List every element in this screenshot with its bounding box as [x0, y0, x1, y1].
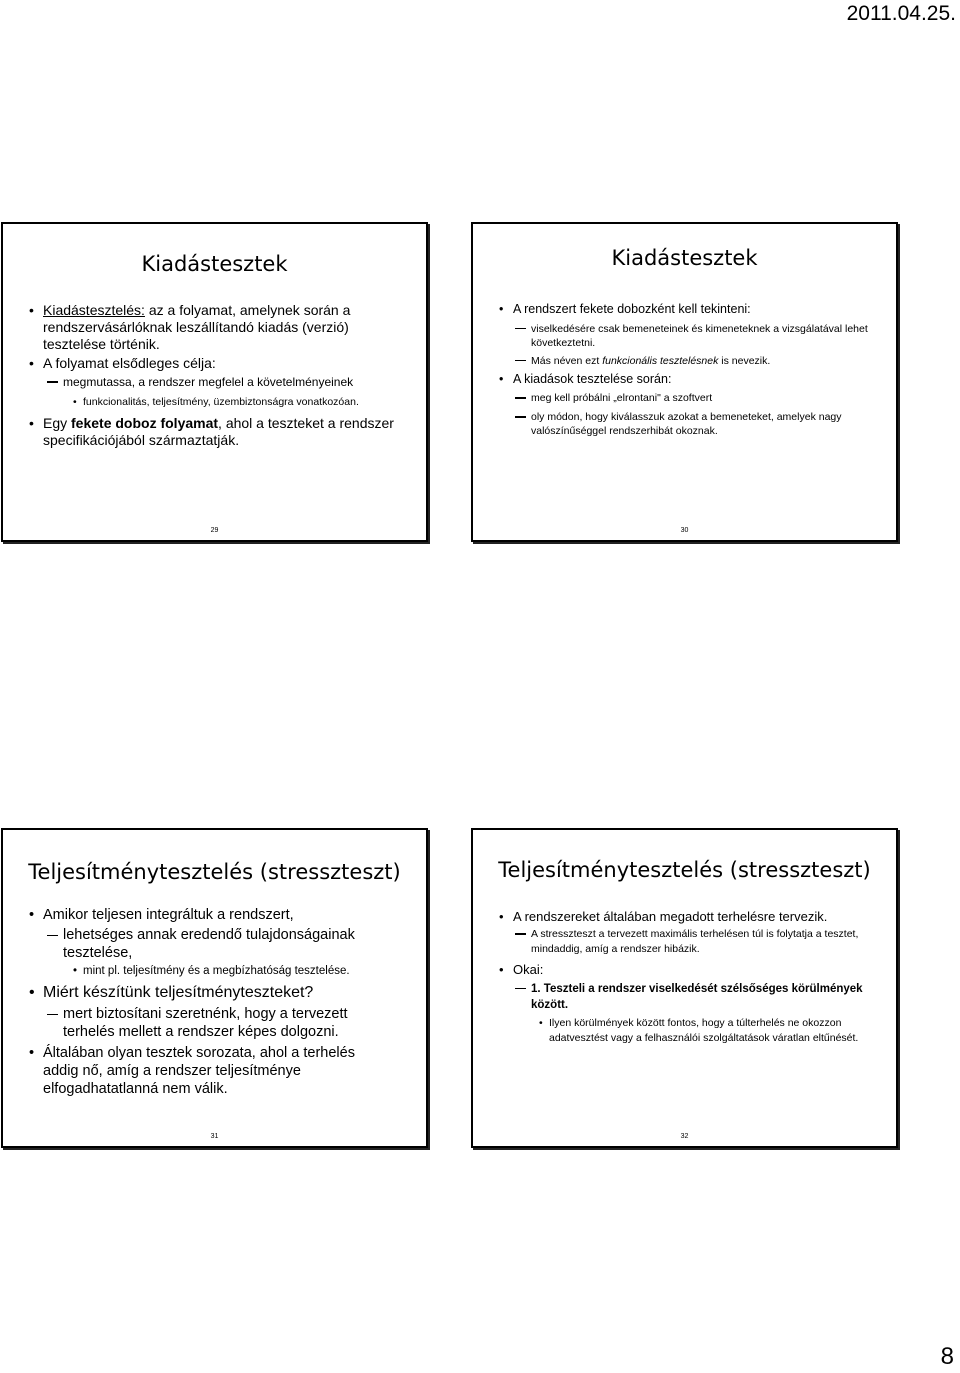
list-item: • Kiadástesztelés: az a folyamat, amelynek során a rendszervásárlóknak leszállítandó kiadás (verzió) tesztelése történik.	[43, 302, 403, 353]
list-item: • A rendszert fekete dobozként kell tekinteni:	[513, 302, 873, 318]
list-item: • Általában olyan tesztek sorozata, ahol a terhelés addig nő, amíg a rendszer teljesítménye elfogadhatatlanná nem válik.	[43, 1044, 383, 1098]
slide-title: Kiadástesztek	[611, 246, 758, 270]
slide-number: 31	[210, 1133, 219, 1140]
list-item: • mint pl. teljesítmény és a megbízhatóság tesztelése.	[83, 962, 383, 980]
slide-30	[471, 222, 898, 542]
list-item: meg kell próbálni „elrontani" a szoftvert	[531, 391, 873, 405]
slide-title: Kiadástesztek	[141, 252, 288, 276]
slide-31	[1, 828, 428, 1148]
list-item: 1. Teszteli a rendszer viselkedését szélsőséges körülmények között.	[531, 983, 863, 1011]
list-item: • A rendszereket általában megadott terhelésre tervezik.	[513, 908, 863, 925]
slide-bullet-list	[43, 906, 383, 1098]
slide-title: Teljesítménytesztelés (stresszteszt)	[498, 858, 871, 882]
list-item: mert biztosítani szeretnénk, hogy a tervezett terhelés mellett a rendszer képes dolgozni.	[63, 1005, 383, 1041]
list-item: • Egy fekete doboz folyamat, ahol a teszteket a rendszer specifikációjából származtatják.	[43, 415, 403, 449]
list-item: oly módon, hogy kiválasszuk azokat a bemeneteket, amelyek nagy valószínűséggel rendszerhibát okoznak.	[531, 410, 873, 438]
slide-32	[471, 828, 898, 1148]
list-item: • Ilyen körülmények között fontos, hogy a túlterhelés ne okozzon adatvesztést vagy a felhasználói szolgáltatások váratlan eltűnését.	[549, 1016, 863, 1046]
list-item: • Miért készítünk teljesítményteszteket?	[43, 983, 383, 1003]
list-item: • Okai:	[513, 961, 863, 978]
slide-29	[1, 222, 428, 542]
slide-number: 32	[680, 1133, 689, 1140]
slide-title: Teljesítménytesztelés (stresszteszt)	[28, 860, 401, 884]
list-item: Más néven ezt funkcionális tesztelésnek is nevezik.	[531, 354, 873, 368]
term-underlined: Kiadástesztelés:	[43, 302, 145, 318]
list-item: • funkcionalitás, teljesítmény, üzembiztonságra vonatkozóan.	[83, 394, 403, 411]
list-item: • A kiadások tesztelése során:	[513, 372, 873, 388]
slide-bullet-list	[513, 302, 873, 438]
list-item: megmutassa, a rendszer megfelel a követelményeinek	[63, 374, 403, 391]
print-date: 2011.04.25.	[846, 2, 956, 25]
list-item: • Amikor teljesen integráltuk a rendszert,	[43, 906, 383, 924]
slide-number: 30	[680, 527, 689, 534]
list-item: A stresszteszt a tervezett maximális terhelésen túl is folytatja a tesztet, mindaddig, amíg a rendszer hibázik.	[531, 927, 863, 957]
page-number: 8	[940, 1343, 954, 1370]
slide-number: 29	[210, 527, 219, 534]
list-item: • A folyamat elsődleges célja:	[43, 355, 403, 372]
list-item: lehetséges annak eredendő tulajdonságainak tesztelése,	[63, 926, 383, 962]
slide-bullet-list	[43, 302, 403, 449]
list-item: viselkedésére csak bemeneteinek és kimeneteknek a vizsgálatával lehet következtetni.	[531, 322, 873, 350]
slide-bullet-list	[513, 908, 863, 1046]
